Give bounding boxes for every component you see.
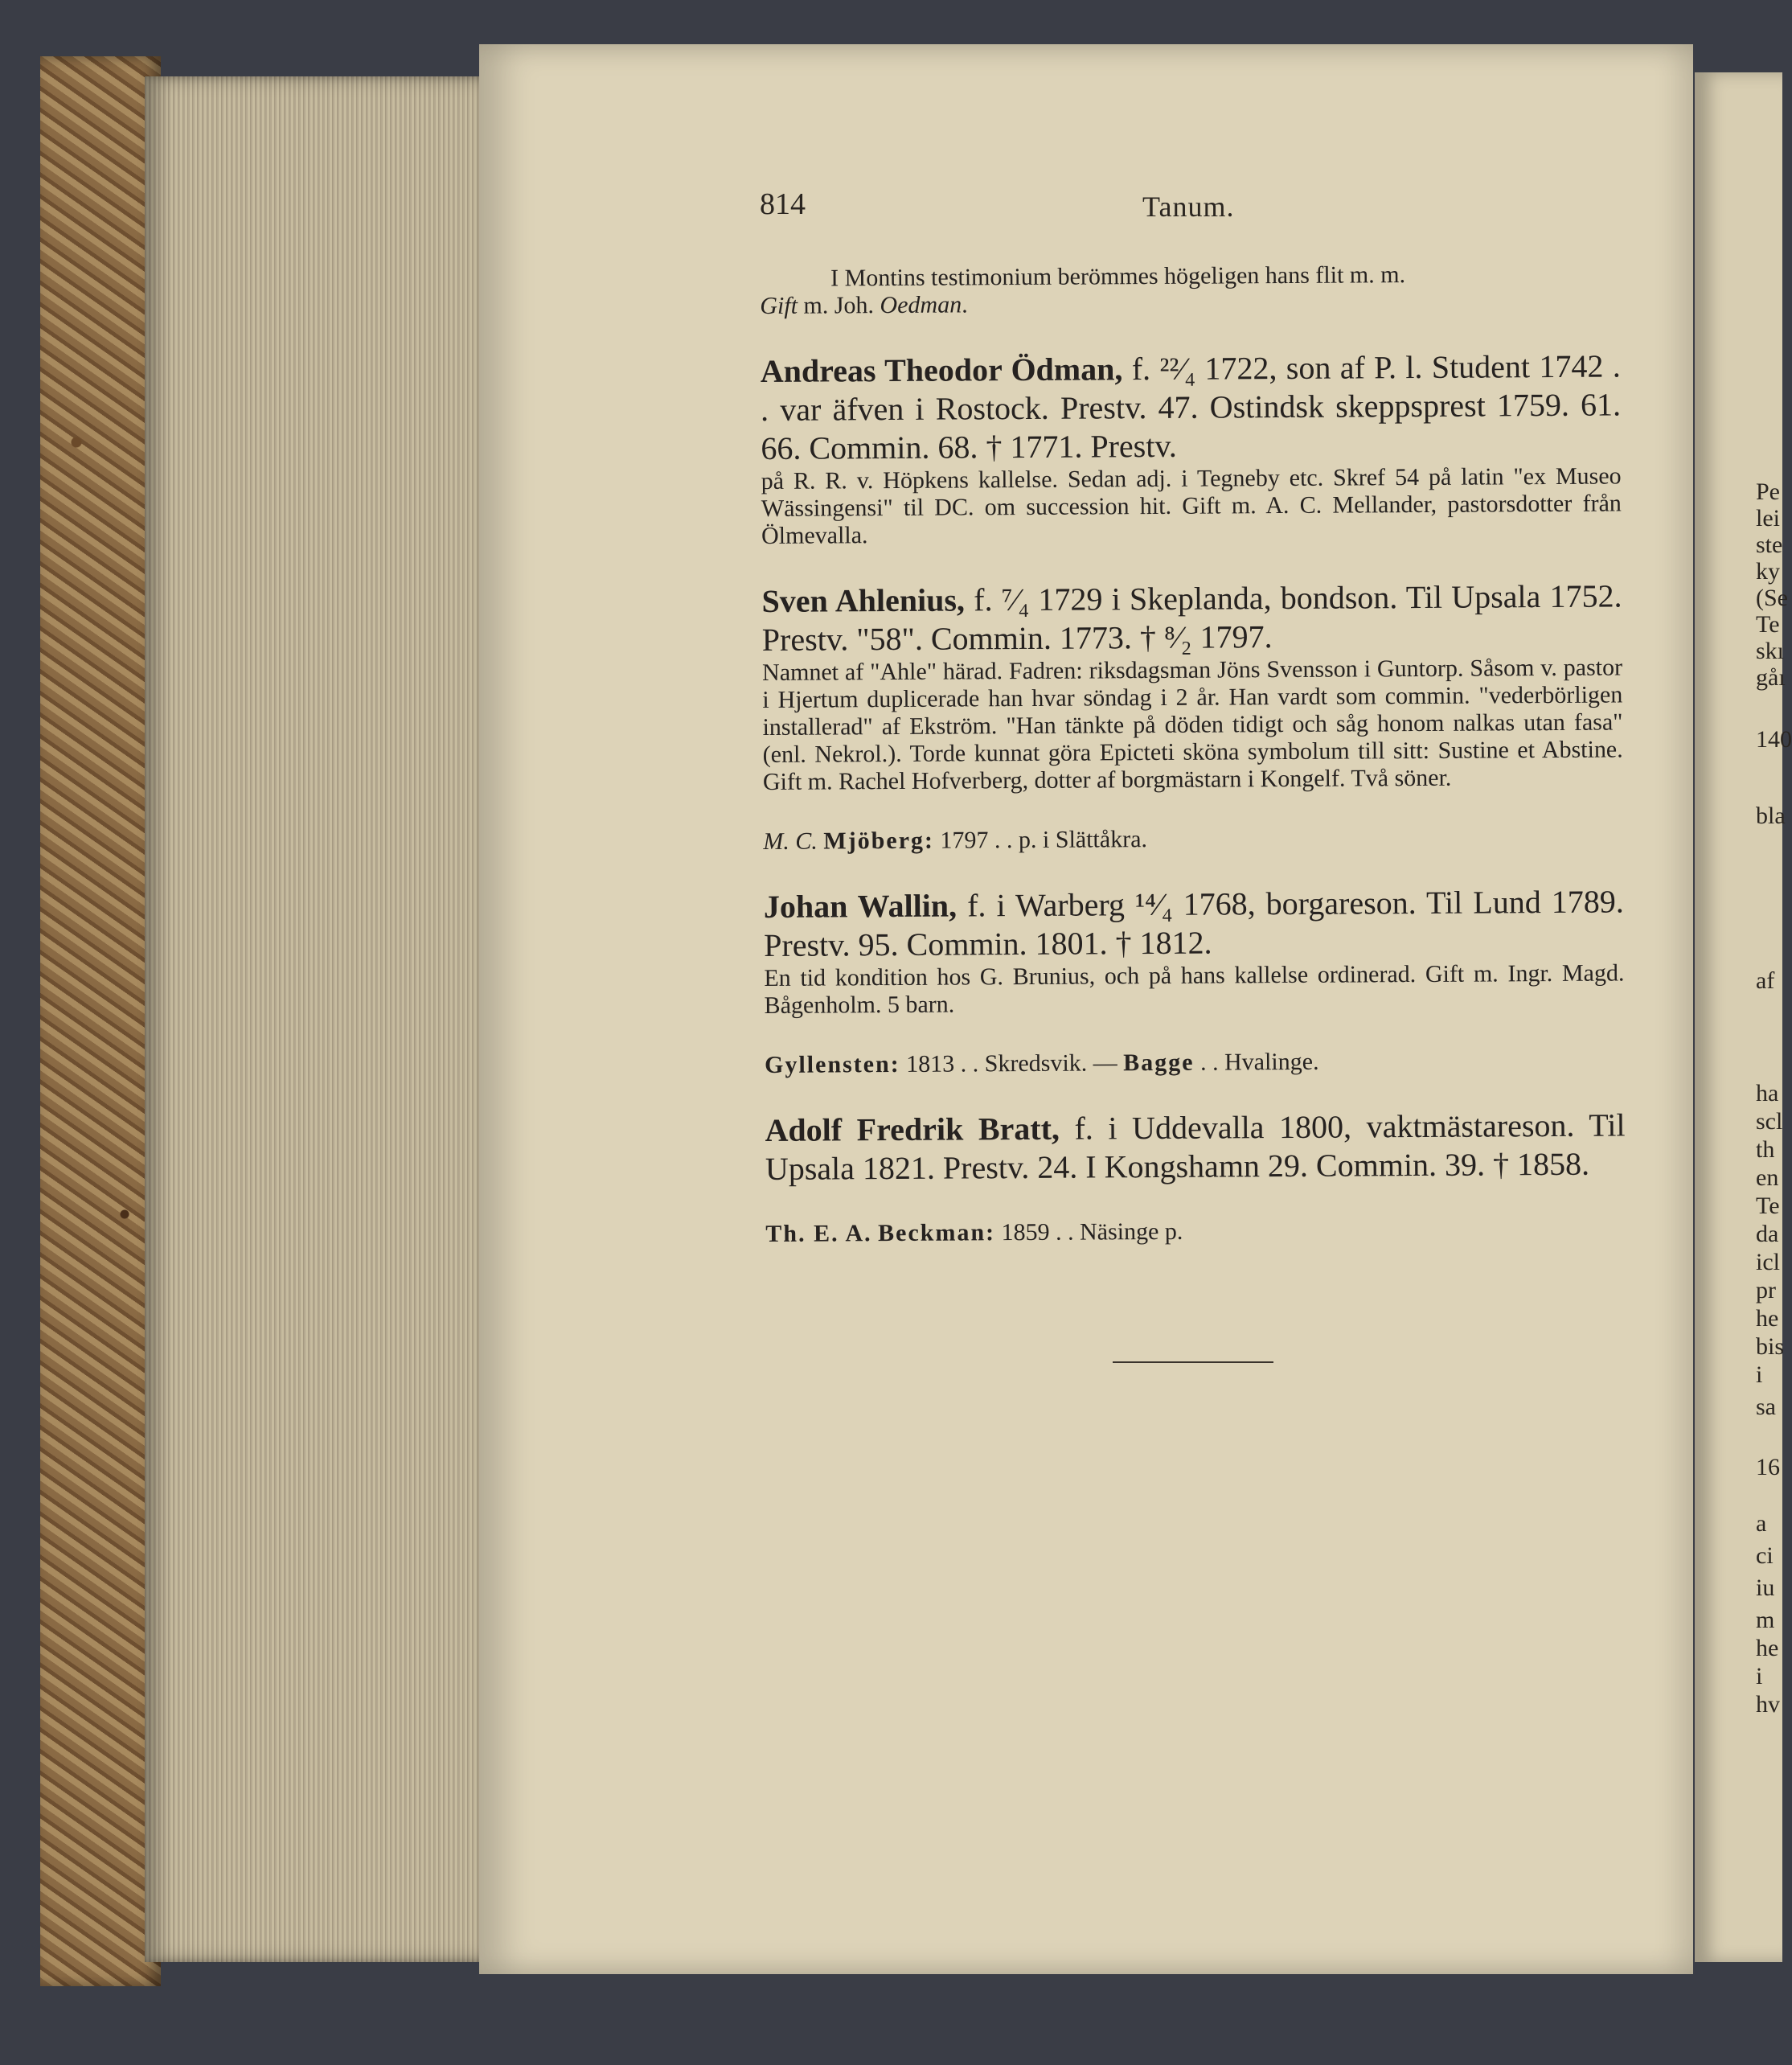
priest-name: Andreas Theodor Ödman,	[760, 351, 1123, 389]
successor-initials: M. C.	[763, 827, 818, 855]
page-stack-edges	[145, 76, 486, 1962]
next-page-fragment: da	[1756, 1221, 1779, 1247]
next-page-fragment: 16	[1756, 1454, 1780, 1480]
next-page-fragment: af	[1756, 967, 1775, 994]
next-page-fragment: th	[1756, 1136, 1775, 1163]
next-page-fragment: iu	[1756, 1574, 1775, 1601]
next-page-fragment: en	[1756, 1164, 1779, 1191]
successor-name: Bagge	[1123, 1049, 1195, 1077]
entry-lead: f. ²²⁄₄ 1722, son af P. l. Student 1742 . . var äfven i Rostock. Prestv. 47. Ostindsk skeppsprest 1759. 61. 66. Commin. 68. † 1771. Prestv.	[760, 347, 1622, 466]
next-page-fragment: he	[1756, 1635, 1779, 1661]
end-rule	[1113, 1361, 1273, 1363]
entry-lead: f. i Warberg ¹⁴⁄₄ 1768, borgareson. Til Lund 1789. Prestv. 95. Commin. 1801. † 1812.	[764, 883, 1624, 963]
entry-lead: f. ⁷⁄₄ 1729 i Skeplanda, bondson. Til Upsala 1752. Prestv. "58". Commin. 1773. † ⁸⁄₂ 1797.	[761, 577, 1622, 658]
next-page-fragment: lei	[1756, 505, 1780, 532]
next-page-fragment: hv	[1756, 1691, 1780, 1718]
next-page-fragment: bis	[1756, 1333, 1785, 1360]
next-page-fragment: he	[1756, 1305, 1779, 1332]
next-page-fragment: Te	[1756, 611, 1780, 638]
next-page-fragment: ste	[1756, 532, 1783, 558]
next-page-fragment: scl	[1756, 1108, 1783, 1135]
next-page-fragment: i	[1756, 1361, 1763, 1388]
priest-name: Johan Wallin,	[763, 887, 958, 925]
note-end: .	[962, 291, 968, 318]
priest-name: Adolf Fredrik Bratt,	[765, 1110, 1060, 1148]
entry-odman	[761, 347, 1622, 468]
next-page-fragment: i	[1756, 1663, 1763, 1689]
next-page-fragment: ky	[1756, 558, 1780, 585]
entry-wallin	[764, 882, 1625, 965]
page-number: 814	[760, 187, 806, 221]
next-page-fragment: icl	[1756, 1249, 1780, 1275]
next-page-fragment: m	[1756, 1607, 1775, 1633]
successor-name: Mjöberg:	[823, 827, 935, 855]
next-page-fragment: ha	[1756, 1080, 1779, 1106]
note-text: m. Joh.	[797, 292, 880, 319]
page-header	[760, 187, 1612, 224]
entry-ahlenius	[761, 577, 1622, 659]
successor-text: . . Hvalinge.	[1194, 1048, 1319, 1076]
next-page-fragment: Pe	[1756, 478, 1780, 505]
next-page-fragment: gåı	[1756, 664, 1786, 691]
entry-detail: på R. R. v. Höpkens kallelse. Sedan adj. i Tegneby etc. Skref 54 på latin "ex Museo Wässingensi" til DC. om succession hit. Gift m. A. C. Mellander, pastorsdotter från Ölmevalla.	[761, 462, 1622, 549]
next-page-fragment: ci	[1756, 1542, 1774, 1569]
next-page-edge	[1695, 72, 1792, 1962]
entry-lead: f. i Uddevalla 1800, vaktmästareson. Til Upsala 1821. Prestv. 24. I Kongshamn 29. Commin. 39. † 1858.	[765, 1106, 1626, 1187]
priest-name: Sven Ahlenius,	[761, 581, 966, 619]
next-page-fragment: sa	[1756, 1394, 1776, 1420]
successor-line	[765, 1215, 1626, 1248]
successor-text: 1797 . . p. i Slättåkra.	[933, 826, 1148, 854]
next-page-fragment: skı	[1756, 638, 1785, 664]
next-page-fragment: 140	[1756, 726, 1792, 753]
successor-initials: Th. E. A.	[765, 1220, 872, 1247]
spouse-name: Oedman	[880, 291, 962, 319]
page-content	[760, 260, 1626, 1248]
gift-label: Gift	[760, 292, 798, 319]
successor-text: 1859 . . Näsinge p.	[994, 1217, 1183, 1246]
successor-text: 1813 . . Skredsvik. —	[900, 1049, 1124, 1078]
entry-detail: En tid kondition hos G. Brunius, och på hans kallelse ordinerad. Gift m. Ingr. Magd. Bågenholm. 5 barn.	[764, 959, 1625, 1019]
successor-name: Gyllensten:	[764, 1050, 900, 1078]
next-page-fragment: (Se	[1756, 585, 1788, 611]
next-page-fragment: pr	[1756, 1277, 1776, 1303]
note-line: I Montins testimonium berömmes högeligen hans flit m. m.	[830, 261, 1406, 292]
next-page-fragment: bla	[1756, 803, 1786, 829]
entry-bratt	[765, 1106, 1626, 1189]
book-cover-edge	[40, 56, 161, 1986]
successor-name: Beckman:	[877, 1219, 996, 1247]
running-head: Tanum.	[1142, 191, 1235, 223]
next-page-fragment: Te	[1756, 1193, 1780, 1219]
next-page-fragment: a	[1756, 1510, 1767, 1537]
entry-note	[760, 260, 1620, 320]
entry-detail: Namnet af "Ahle" härad. Fadren: riksdagsman Jöns Svensson i Guntorp. Såsom v. pastor i Hjertum duplicerade han hvar söndag i 2 år. Han vardt som commin. "vederbörligen installerad" af Ekström. "Han tänkte på döden tidigt och såg honom nalkas utan fasa" (enl. Nekrol.). Torde kunnat göra Epicteti sköna symbolum till sitt: Sustine et Abstine. Gift m. Rachel Hofverberg, dotter af borgmästarn i Kongelf. Två söner.	[761, 654, 1623, 795]
